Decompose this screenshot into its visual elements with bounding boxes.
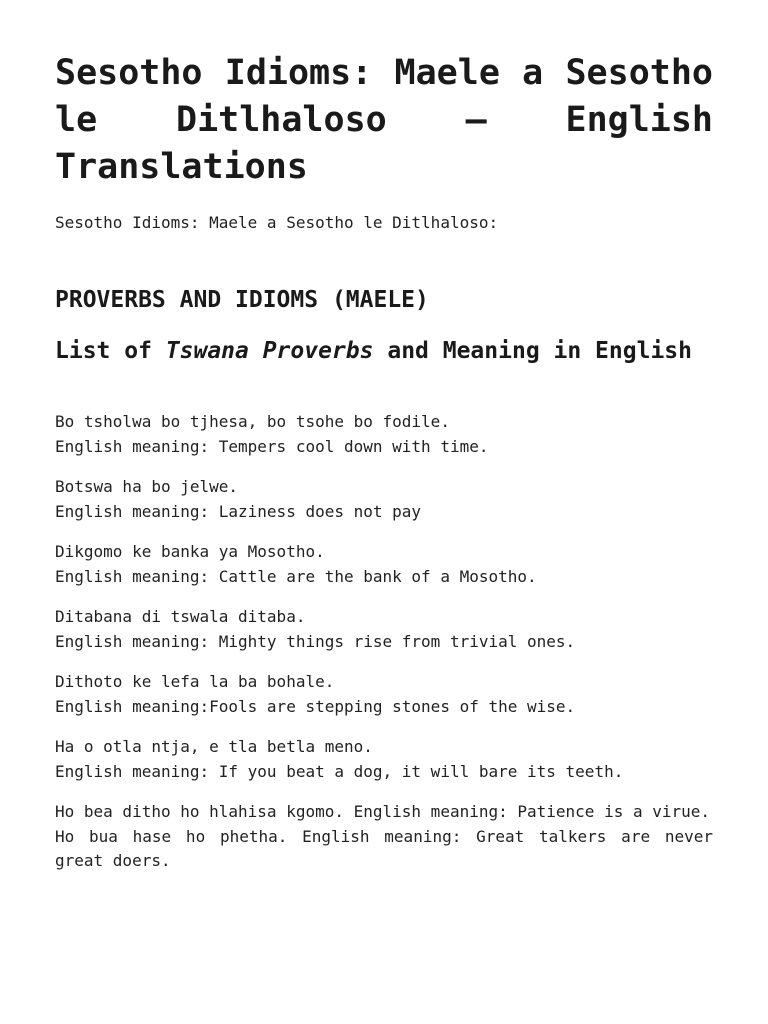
proverb-list: [55, 410, 713, 874]
proverb-sesotho: Ditabana di tswala ditaba.: [55, 607, 306, 626]
proverb-sesotho: Botswa ha bo jelwe.: [55, 477, 239, 496]
list-heading-emphasis: Tswana Proverbs: [165, 338, 374, 364]
proverb-run-on: Ho bea ditho ho hlahisa kgomo. English meaning: Patience is a virue.: [55, 802, 711, 821]
proverb-sesotho: Bo tsholwa bo tjhesa, bo tsohe bo fodile.: [55, 412, 450, 431]
proverb-item: [55, 670, 713, 719]
proverb-meaning: English meaning: Cattle are the bank of a Mosotho.: [55, 566, 537, 586]
proverb-meaning: English meaning:Fools are stepping stones of the wise.: [55, 696, 576, 716]
proverb-sesotho: Dikgomo ke banka ya Mosotho.: [55, 542, 325, 561]
proverb-run-on: Ho bua hase ho phetha. English meaning: Great talkers are never great doers.: [55, 826, 713, 870]
list-heading: [55, 333, 713, 370]
proverb-sesotho: Ha o otla ntja, e tla betla meno.: [55, 737, 373, 756]
proverb-item: [55, 475, 713, 524]
page-title: Sesotho Idioms: Maele a Sesotho le Ditlhaloso – English Translations: [55, 53, 713, 187]
list-heading-prefix: List of: [55, 338, 166, 364]
section-heading: PROVERBS AND IDIOMS (MAELE): [55, 287, 429, 313]
proverb-item: [55, 540, 713, 589]
proverb-meaning: English meaning: Mighty things rise from trivial ones.: [55, 631, 576, 651]
list-heading-suffix: and Meaning in English: [373, 338, 692, 364]
intro-text: Sesotho Idioms: Maele a Sesotho le Ditlhaloso:: [55, 213, 499, 232]
proverb-meaning: English meaning: Tempers cool down with time.: [55, 436, 489, 456]
proverb-meaning: English meaning: If you beat a dog, it will bare its teeth.: [55, 761, 624, 781]
proverb-item: [55, 410, 713, 459]
proverb-item: [55, 735, 713, 784]
proverb-item: [55, 605, 713, 654]
proverb-meaning: English meaning: Laziness does not pay: [55, 501, 422, 521]
proverb-sesotho: Dithoto ke lefa la ba bohale.: [55, 672, 335, 691]
